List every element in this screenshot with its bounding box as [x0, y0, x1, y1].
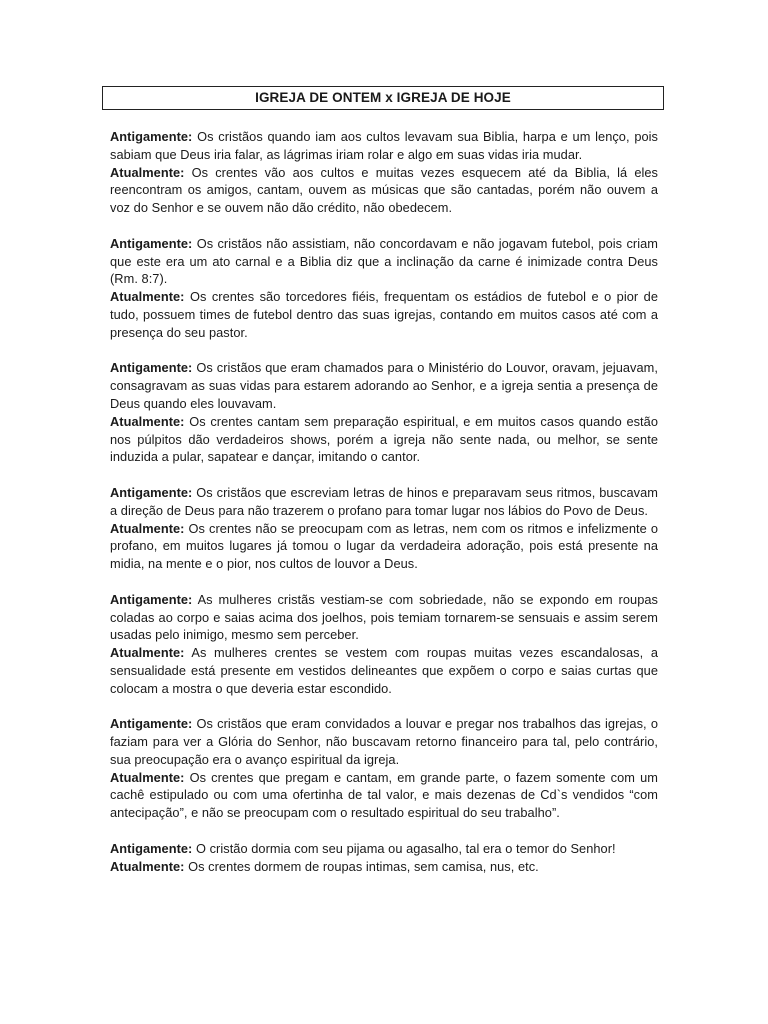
paragraph-spacer — [110, 466, 658, 484]
paragraph-text: As mulheres crentes se vestem com roupas muitas vezes escandalosas, a sensualidade está presente em vestidos delineantes que expõem o corpo e saias curtas que colocam a mostra o que deveria estar escondido. — [110, 645, 658, 696]
label-antigamente: Antigamente: — [110, 129, 193, 144]
label-atualmente: Atualmente: — [110, 645, 185, 661]
paragraph-spacer — [110, 698, 658, 716]
label-atualmente: Atualmente: — [110, 520, 185, 536]
label-antigamente: Antigamente: — [110, 716, 193, 732]
paragraph-antigamente-3 — [110, 359, 658, 412]
paragraph-text: Os crentes são torcedores fiéis, frequentam os estádios de futebol e o pior de tudo, possuem times de futebol dentro das suas igrejas, contando em muitos casos até com a presença do seu pastor. — [110, 289, 658, 340]
label-atualmente: Atualmente: — [110, 858, 185, 874]
paragraph-antigamente-1 — [110, 128, 658, 164]
paragraph-antigamente-5 — [110, 591, 658, 644]
paragraph-text: Os cristãos quando iam aos cultos levavam sua Biblia, harpa e um lenço, pois sabiam que Deus iria falar, as lágrimas iriam rolar e algo em suas vidas iria mudar. — [110, 129, 658, 162]
paragraph-antigamente-6 — [110, 715, 658, 768]
paragraph-antigamente-7 — [110, 840, 658, 858]
paragraph-text: As mulheres cristãs vestiam-se com sobriedade, não se expondo em roupas coladas ao corpo e saias acima dos joelhos, pois temiam tornarem-se sensuais e assim serem usadas pelo inimigo, mesmo sem perceber. — [110, 591, 658, 643]
label-antigamente: Antigamente: — [110, 235, 193, 251]
label-antigamente: Antigamente: — [110, 484, 193, 500]
paragraph-spacer — [110, 217, 658, 235]
label-atualmente: Atualmente: — [110, 769, 185, 785]
paragraph-antigamente-4 — [110, 484, 658, 520]
paragraph-spacer — [110, 822, 658, 840]
document-title: IGREJA DE ONTEM x IGREJA DE HOJE — [102, 86, 664, 110]
label-atualmente: Atualmente: — [110, 413, 185, 429]
label-antigamente: Antigamente: — [110, 840, 193, 856]
paragraph-text: O cristão dormia com seu pijama ou agasalho, tal era o temor do Senhor! — [192, 840, 616, 856]
paragraph-text: Os cristãos que eram chamados para o Ministério do Louvor, oravam, jejuavam, consagravam as suas vidas para estarem adorando ao Senhor, e a igreja sentia a presença de Deus quando eles louvavam. — [110, 360, 658, 411]
paragraph-atualmente-5 — [110, 644, 658, 697]
paragraph-atualmente-2 — [110, 288, 658, 341]
paragraph-text: Os crentes não se preocupam com as letras, nem com os ritmos e infelizmente o profano, em muitos lugares já tomou o lugar da verdadeira adoração, pois está presente na midia, na mente e o pior, nos cultos de louvor a Deus. — [110, 520, 658, 572]
paragraph-text: Os crentes vão aos cultos e muitas vezes esquecem até da Biblia, lá eles reencontram os amigos, cantam, ouvem as músicas que são cantadas, porém não ouvem a voz do Senhor e se ouvem não dão crédito, não obedecem. — [110, 164, 658, 216]
paragraph-spacer — [110, 573, 658, 591]
paragraph-atualmente-4 — [110, 520, 658, 573]
paragraph-spacer — [110, 342, 658, 360]
label-atualmente: Atualmente: — [110, 289, 185, 305]
paragraph-text: Os crentes cantam sem preparação espiritual, e em muitos casos quando estão nos púlpitos dão verdadeiros shows, porém a igreja não sente nada, ou melhor, se sente induzida a pular, sapatear e dançar, imitando o cantor. — [110, 413, 658, 465]
paragraph-atualmente-7 — [110, 858, 658, 876]
paragraph-text: Os crentes dormem de roupas intimas, sem camisa, nus, etc. — [184, 858, 539, 874]
paragraph-atualmente-3 — [110, 413, 658, 466]
paragraph-text: Os crentes que pregam e cantam, em grande parte, o fazem somente com um cachê estipulado ou com uma ofertinha de tal valor, e mais dezenas de Cd`s vendidos “com antecipação”, e não se preocupam com o resultado espiritual do seu trabalho”. — [110, 769, 658, 821]
paragraph-text: Os cristãos que escreviam letras de hinos e preparavam seus ritmos, buscavam a direção de Deus para não trazerem o profano para tomar lugar nos lábios do Povo de Deus. — [110, 484, 658, 518]
paragraph-antigamente-2 — [110, 235, 658, 288]
paragraph-atualmente-1 — [110, 164, 658, 217]
paragraph-text: Os cristãos que eram convidados a louvar e pregar nos trabalhos das igrejas, o faziam para ver a Glória do Senhor, não buscavam retorno financeiro para tal, pelo contrário, sua preocupação era o avanço espiritual da igreja. — [110, 716, 658, 767]
label-antigamente: Antigamente: — [110, 591, 193, 607]
label-antigamente: Antigamente: — [110, 360, 193, 376]
document-body — [110, 128, 658, 875]
paragraph-atualmente-6 — [110, 769, 658, 822]
paragraph-text: Os cristãos não assistiam, não concordavam e não jogavam futebol, pois criam que este era um ato carnal e a Biblia diz que a inclinação da carne é inimizade contra Deus (Rm. 8:7). — [110, 235, 658, 287]
label-atualmente: Atualmente: — [110, 164, 185, 180]
